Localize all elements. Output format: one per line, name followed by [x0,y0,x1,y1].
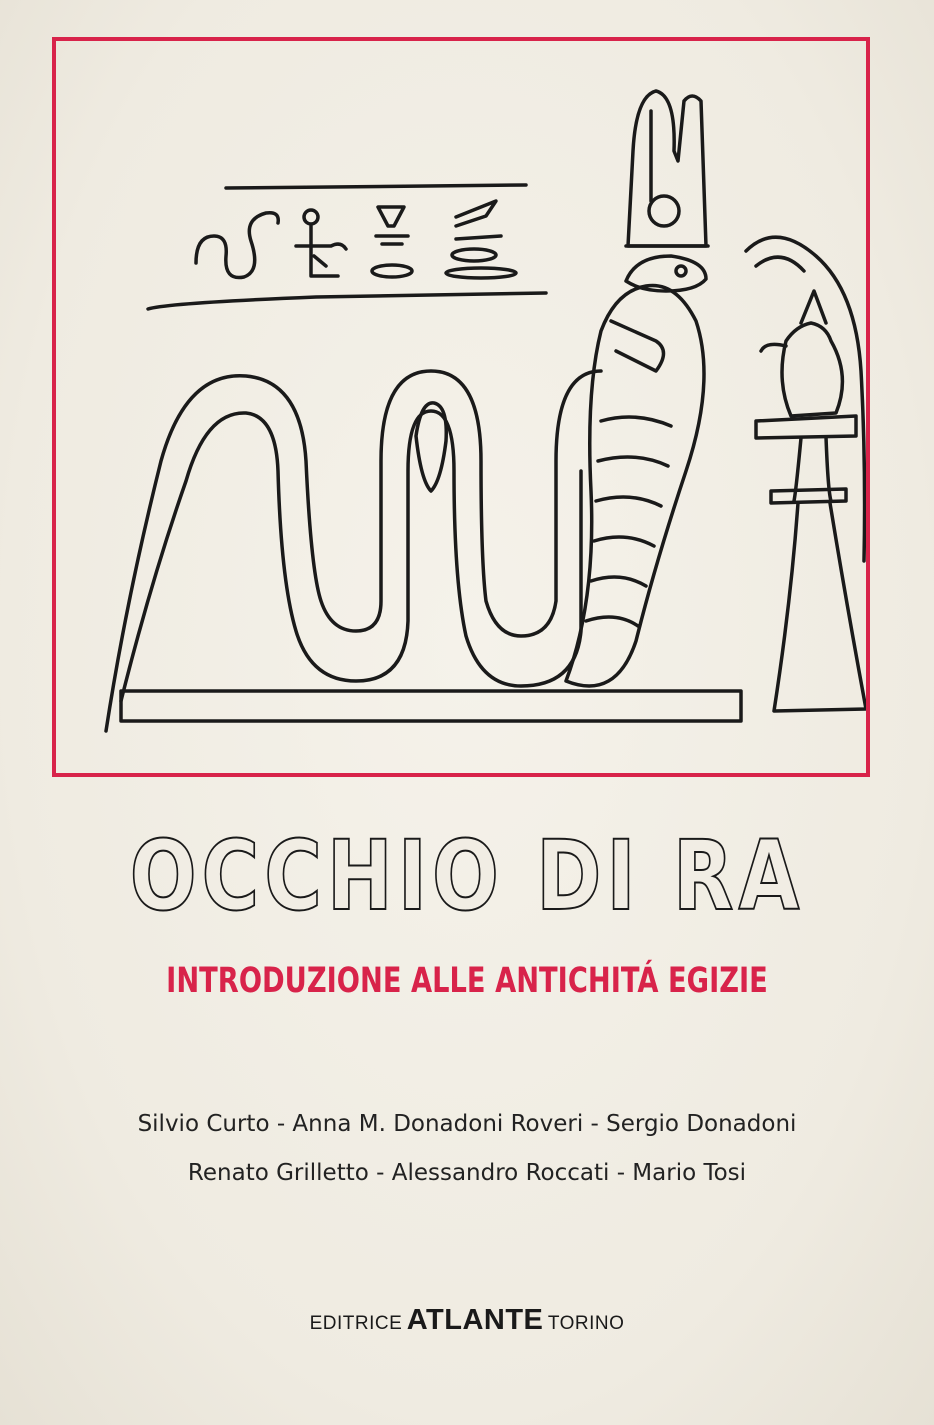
hieroglyph-vessel-icon [372,207,412,277]
hieroglyph-top-line [226,185,526,188]
authors-line-1: Silvio Curto - Anna M. Donadoni Roveri - Sergio Donadoni [137,1111,797,1137]
serpent-body-inner-icon [121,411,581,701]
hieroglyph-bottom-curve [148,293,546,309]
illustration-frame [52,37,870,777]
book-subtitle: INTRODUZIONE ALLE ANTICHITÁ EGIZIE [166,961,768,1001]
cobra-head-icon [626,256,706,291]
offering-stand-icon [756,416,866,711]
publisher-prefix: EDITRICE [309,1313,403,1334]
authors-line-2: Renato Grilletto - Alessandro Roccati - Mario Tosi [187,1160,747,1186]
crown-icon [628,91,706,246]
vase-icon [761,291,842,416]
base-platform-icon [121,691,741,721]
lotus-fan-icon [746,237,865,561]
book-title: OCCHIO DI RA [129,820,805,932]
hieroglyph-snake-icon [196,213,278,278]
publisher-city: TORINO [547,1313,625,1334]
publisher-imprint [0,1306,934,1335]
publisher-name: ATLANTE [406,1304,544,1336]
serpent-body-icon [106,371,601,731]
hieroglyph-seated-figure-icon [296,210,346,276]
cobra-eye-icon [676,266,686,276]
hieroglyph-oval-group-icon [446,201,516,278]
cobra-neck-stripes-icon [586,417,671,626]
cobra-ribbon-icon [611,321,664,371]
egyptian-serpent-illustration [56,41,866,773]
sun-disk-icon [649,196,679,226]
